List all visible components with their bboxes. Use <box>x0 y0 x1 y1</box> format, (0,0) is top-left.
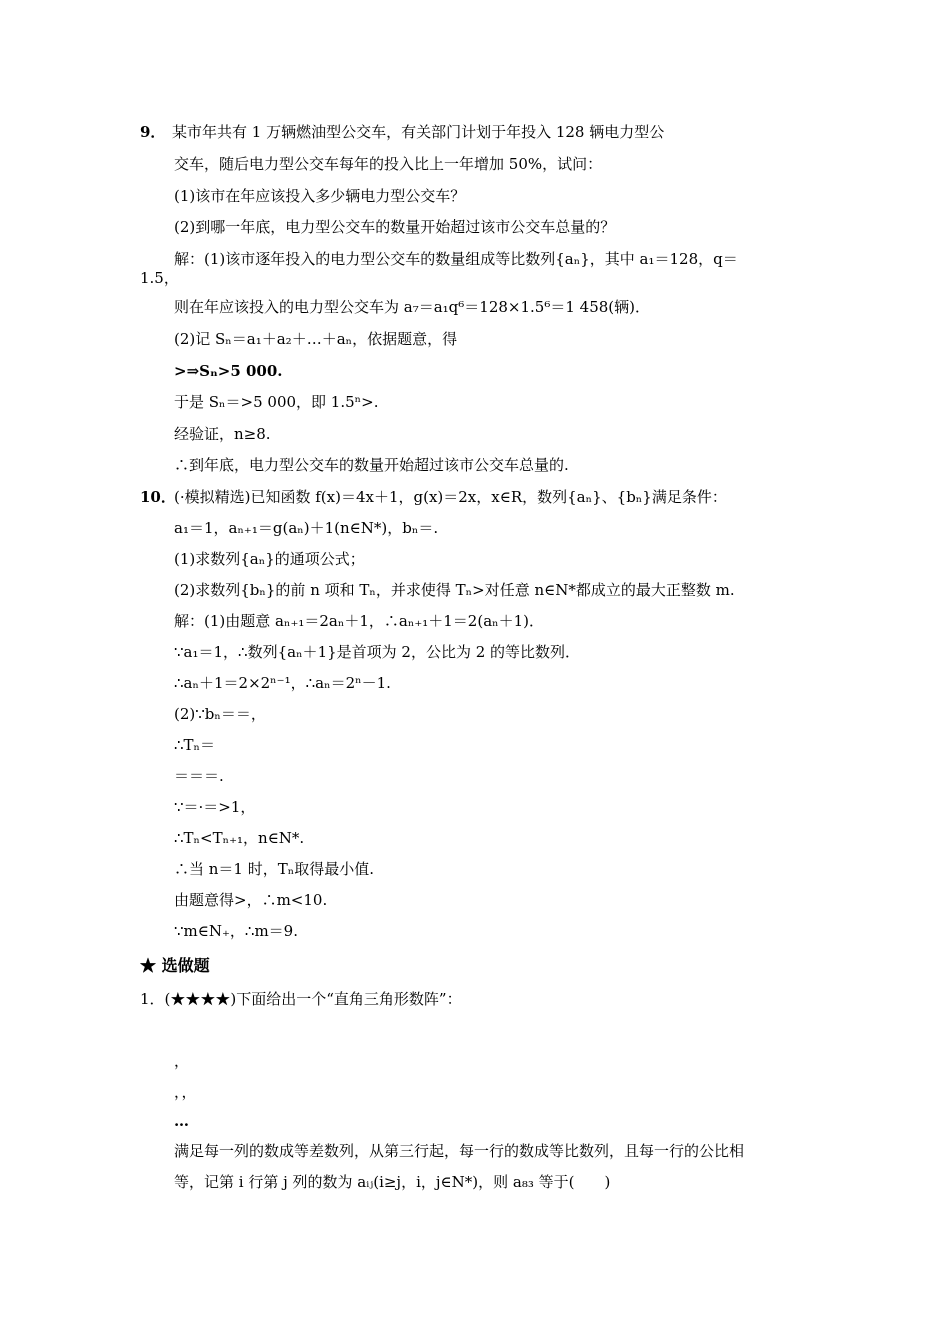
problem-9-solution-1b: 1.5， <box>140 269 179 287</box>
triangle-array-row-1: ， <box>174 1052 190 1070</box>
problem-9-number: 9． <box>140 123 166 141</box>
problem-10-solution-1: 解：(1)由题意 aₙ₊₁＝2aₙ＋1，∴aₙ₊₁＋1＝2(aₙ＋1)． <box>174 612 545 630</box>
problem-9-solution-7: ∴到年底，电力型公交车的数量开始超过该市公交车总量的. <box>174 456 569 474</box>
problem-10-solution-11: ∵m∈N₊，∴m＝9. <box>174 922 298 940</box>
problem-10-solution-6: ＝＝＝. <box>174 767 224 785</box>
problem-10-solution-5: ∴Tₙ＝ <box>174 736 216 754</box>
problem-9-solution-4: >⇒Sₙ>5 000. <box>174 362 283 380</box>
problem-10-number: 10． <box>140 488 176 506</box>
problem-9-solution-1: 解：(1)该市逐年投入的电力型公交车的数量组成等比数列{aₙ}，其中 a₁＝128，q＝ <box>174 250 738 268</box>
problem-9-solution-3: (2)记 Sₙ＝a₁＋a₂＋…＋aₙ，依据题意，得 <box>174 330 458 348</box>
triangle-array-row-2: ，， <box>174 1083 197 1101</box>
problem-9-solution-5: 于是 Sₙ＝>5 000，即 1.5ⁿ>. <box>174 393 379 411</box>
problem-9-solution-6: 经验证，n≥8. <box>174 425 271 443</box>
problem-10-solution-2: ∵a₁＝1，∴数列{aₙ＋1}是首项为 2，公比为 2 的等比数列． <box>174 643 581 661</box>
optional-problem-1: 1．(★★★★)下面给出一个“直角三角形数阵”： <box>140 990 462 1008</box>
problem-9-question-1: (1)该市在年应该投入多少辆电力型公交车？ <box>174 187 466 205</box>
problem-10-solution-9: ∴当 n＝1 时，Tₙ取得最小值. <box>174 860 375 878</box>
problem-10-solution-8: ∴Tₙ<Tₙ₊₁，n∈N*. <box>174 829 305 847</box>
optional-section-heading: ★ 选做题 <box>140 956 210 975</box>
problem-10-solution-4: (2)∵bₙ＝＝， <box>174 705 266 723</box>
problem-10-solution-7: ∵＝·＝>1， <box>174 798 256 816</box>
problem-10-line-1: (·模拟精选)已知函数 f(x)＝4x＋1，g(x)＝2x，x∈R，数列{aₙ}、{bₙ}满足条件： <box>174 488 727 506</box>
problem-10-question-2: (2)求数列{bₙ}的前 n 项和 Tₙ，并求使得 Tₙ>对任意 n∈N*都成立的最大正整数 m. <box>174 581 735 599</box>
problem-10-line-2: a₁＝1，aₙ₊₁＝g(aₙ)＋1(n∈N*)，bₙ＝. <box>174 519 439 537</box>
problem-10-solution-3: ∴aₙ＋1＝2×2ⁿ⁻¹，∴aₙ＝2ⁿ－1. <box>174 674 391 692</box>
optional-description-2: 等，记第 i 行第 j 列的数为 aᵢⱼ(i≥j，i，j∈N*)，则 a₈₃ 等于( ) <box>174 1173 611 1191</box>
problem-9-line-1: 某市年共有 1 万辆燃油型公交车，有关部门计划于年投入 128 辆电力型公 <box>172 123 665 141</box>
problem-9-line-2: 交车，随后电力型公交车每年的投入比上一年增加 50%，试问： <box>174 155 603 173</box>
problem-9-question-2: (2)到哪一年底，电力型公交车的数量开始超过该市公交车总量的？ <box>174 218 616 236</box>
problem-10-question-1: (1)求数列{aₙ}的通项公式； <box>174 550 365 568</box>
triangle-array-ellipsis: … <box>174 1112 189 1130</box>
optional-description-1: 满足每一列的数成等差数列，从第三行起，每一行的数成等比数列，且每一行的公比相 <box>174 1142 745 1160</box>
problem-9-solution-2: 则在年应该投入的电力型公交车为 a₇＝a₁q⁶＝128×1.5⁶＝1 458(辆)． <box>174 298 651 316</box>
problem-10-solution-10: 由题意得>，∴m<10. <box>174 891 328 909</box>
